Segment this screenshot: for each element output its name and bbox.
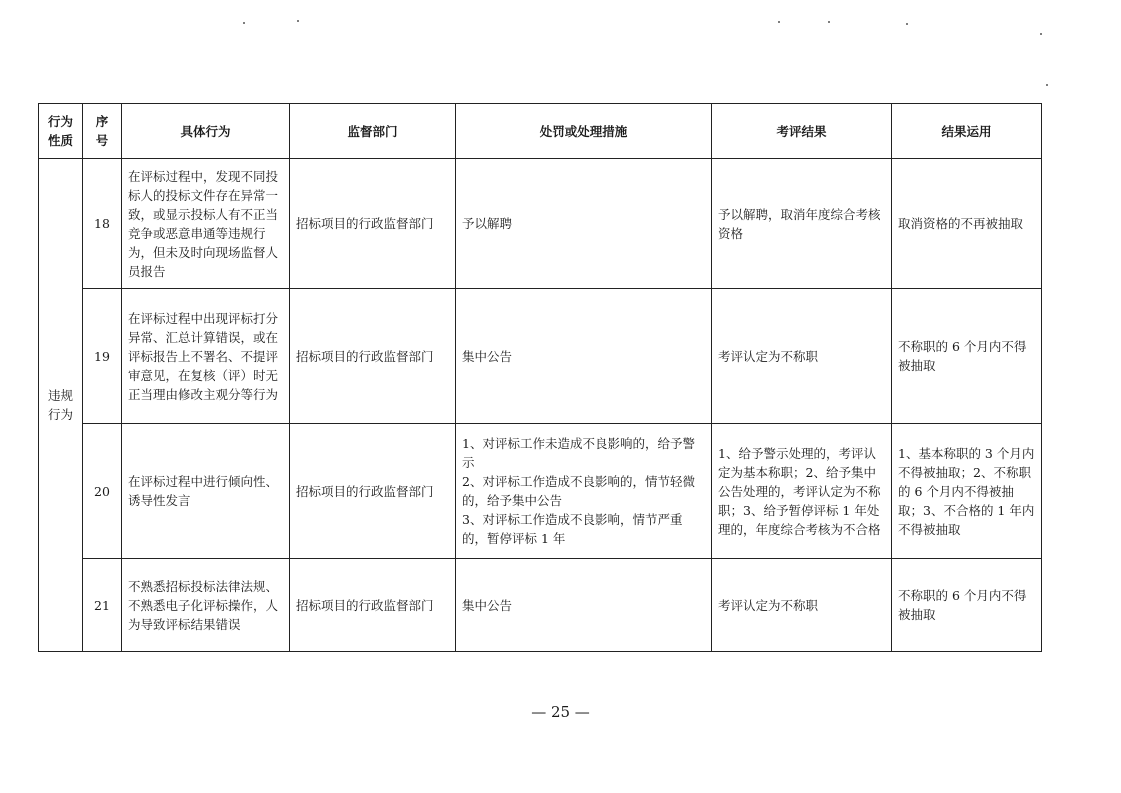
result-cell: 考评认定为不称职: [712, 559, 892, 652]
result-cell: 1、给予警示处理的，考评认定为基本称职；2、给予集中公告处理的，考评认定为不称职；3、给予暂停评标 1 年处理的，年度综合考核为不合格: [712, 424, 892, 559]
application-cell: 取消资格的不再被抽取: [892, 159, 1042, 289]
scan-speck: [828, 21, 830, 23]
department-cell: 招标项目的行政监督部门: [290, 424, 456, 559]
seq-cell: 19: [83, 289, 122, 424]
table-row: [39, 159, 1042, 289]
seq-cell: 20: [83, 424, 122, 559]
header-seq: 序 号: [83, 104, 122, 159]
table-header-row: [39, 104, 1042, 159]
application-cell: 不称职的 6 个月内不得被抽取: [892, 559, 1042, 652]
header-result: 考评结果: [712, 104, 892, 159]
application-cell: 不称职的 6 个月内不得被抽取: [892, 289, 1042, 424]
page-number: — 25 —: [531, 703, 590, 721]
measure-cell: 集中公告: [456, 559, 712, 652]
result-cell: 予以解聘，取消年度综合考核资格: [712, 159, 892, 289]
header-application: 结果运用: [892, 104, 1042, 159]
scan-speck: [778, 21, 780, 23]
behavior-cell: 在评标过程中出现评标打分异常、汇总计算错误，或在评标报告上不署名、不提评审意见，在复核（评）时无正当理由修改主观分等行为: [122, 289, 290, 424]
department-cell: 招标项目的行政监督部门: [290, 289, 456, 424]
header-nature: 行为 性质: [39, 104, 83, 159]
scan-speck: [243, 22, 245, 24]
scan-speck: [906, 23, 908, 25]
header-behavior: 具体行为: [122, 104, 290, 159]
application-cell: 1、基本称职的 3 个月内不得被抽取；2、不称职的 6 个月内不得被抽取；3、不合格的 1 年内不得被抽取: [892, 424, 1042, 559]
scan-speck: [297, 20, 299, 22]
behavior-penalty-table: [38, 103, 1042, 652]
table-row: [39, 289, 1042, 424]
nature-group-cell: 违规 行为: [39, 159, 83, 652]
scan-speck: [1046, 84, 1048, 86]
behavior-cell: 在评标过程中进行倾向性、诱导性发言: [122, 424, 290, 559]
measure-cell: 1、对评标工作未造成不良影响的，给予警示 2、对评标工作造成不良影响的，情节轻微的，给予集中公告 3、对评标工作造成不良影响，情节严重的，暂停评标 1 年: [456, 424, 712, 559]
seq-cell: 21: [83, 559, 122, 652]
result-cell: 考评认定为不称职: [712, 289, 892, 424]
seq-cell: 18: [83, 159, 122, 289]
header-department: 监督部门: [290, 104, 456, 159]
behavior-cell: 在评标过程中，发现不同投标人的投标文件存在异常一致，或显示投标人有不正当竞争或恶意串通等违规行为，但未及时向现场监督人员报告: [122, 159, 290, 289]
header-measure: 处罚或处理措施: [456, 104, 712, 159]
department-cell: 招标项目的行政监督部门: [290, 559, 456, 652]
table-row: [39, 424, 1042, 559]
measure-cell: 予以解聘: [456, 159, 712, 289]
department-cell: 招标项目的行政监督部门: [290, 159, 456, 289]
table-row: [39, 559, 1042, 652]
scan-speck: [1040, 33, 1042, 35]
behavior-cell: 不熟悉招标投标法律法规、不熟悉电子化评标操作，人为导致评标结果错误: [122, 559, 290, 652]
measure-cell: 集中公告: [456, 289, 712, 424]
